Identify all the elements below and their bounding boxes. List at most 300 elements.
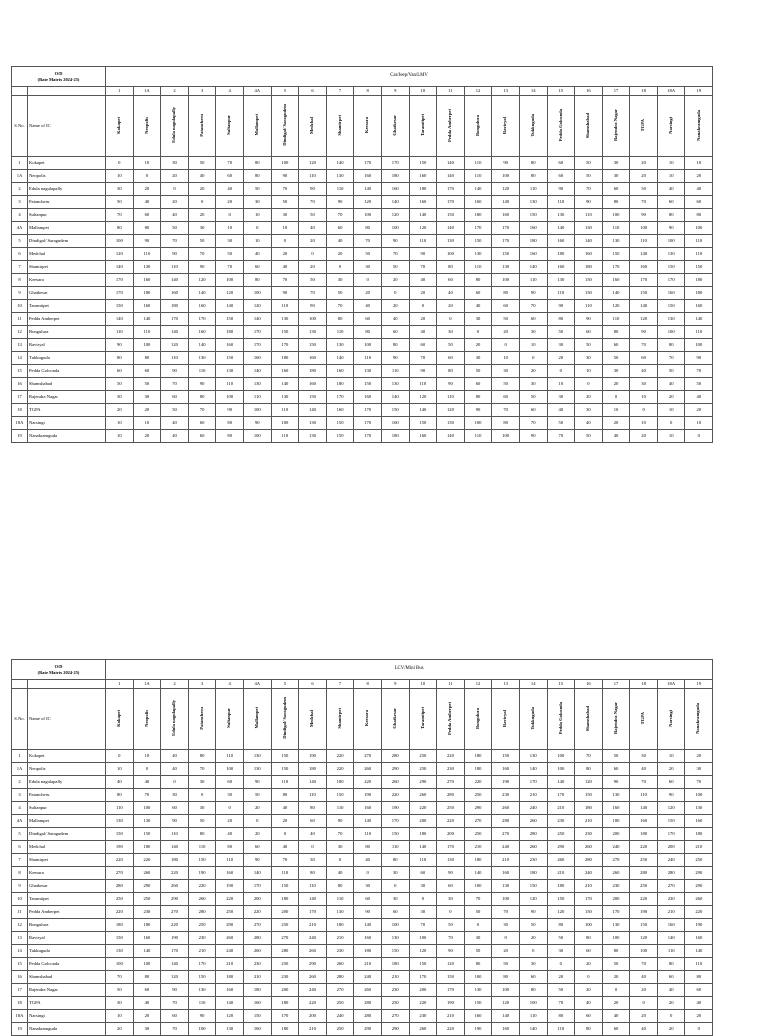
toll-rate-cell: 110 bbox=[299, 880, 327, 893]
toll-rate-cell: 40 bbox=[243, 248, 271, 261]
toll-rate-cell: 20 bbox=[409, 313, 437, 326]
toll-rate-cell: 150 bbox=[381, 404, 409, 417]
toll-rate-cell: 60 bbox=[326, 222, 354, 235]
toll-rate-cell: 160 bbox=[133, 300, 161, 313]
column-name-cell bbox=[326, 96, 354, 157]
toll-rate-cell: 60 bbox=[575, 1010, 603, 1023]
column-number-cell: 9 bbox=[381, 680, 409, 689]
table-row bbox=[12, 404, 713, 417]
toll-rate-cell: 180 bbox=[133, 287, 161, 300]
toll-rate-cell: 130 bbox=[437, 854, 465, 867]
toll-rate-cell: 160 bbox=[630, 815, 658, 828]
toll-rate-cell: 50 bbox=[161, 222, 189, 235]
row-ic-name: Narsingi bbox=[28, 417, 106, 430]
toll-rate-cell: 80 bbox=[106, 222, 134, 235]
toll-rate-cell: 160 bbox=[243, 997, 271, 1010]
toll-rate-cell: 30 bbox=[630, 750, 658, 763]
toll-rate-cell: 150 bbox=[437, 209, 465, 222]
toll-rate-cell: 150 bbox=[575, 789, 603, 802]
toll-rate-cell: 160 bbox=[685, 932, 713, 945]
toll-rate-cell: 130 bbox=[602, 235, 630, 248]
toll-rate-cell: 70 bbox=[133, 789, 161, 802]
toll-rate-cell: 50 bbox=[464, 945, 492, 958]
toll-rate-cell: 30 bbox=[409, 880, 437, 893]
toll-rate-cell: 180 bbox=[381, 958, 409, 971]
toll-rate-cell: 170 bbox=[575, 893, 603, 906]
table-row bbox=[12, 287, 713, 300]
toll-rate-cell: 0 bbox=[519, 945, 547, 958]
toll-rate-cell: 110 bbox=[354, 828, 382, 841]
table-title-row bbox=[12, 67, 713, 87]
toll-rate-cell: 50 bbox=[354, 248, 382, 261]
toll-rate-cell: 20 bbox=[685, 170, 713, 183]
toll-rate-cell: 120 bbox=[575, 776, 603, 789]
column-number-cell: 17 bbox=[602, 680, 630, 689]
toll-rate-cell: 70 bbox=[188, 404, 216, 417]
vehicle-category-title: Car/Jeep/Van/LMV bbox=[106, 67, 713, 87]
row-sno: 4 bbox=[12, 209, 28, 222]
row-sno: 13 bbox=[12, 339, 28, 352]
toll-rate-cell: 30 bbox=[492, 919, 520, 932]
toll-rate-cell: 250 bbox=[409, 750, 437, 763]
toll-rate-cell: 60 bbox=[492, 300, 520, 313]
row-ic-name: Shamshabad bbox=[28, 971, 106, 984]
toll-rate-cell: 160 bbox=[492, 1023, 520, 1036]
table-row bbox=[12, 391, 713, 404]
toll-rate-cell: 160 bbox=[354, 170, 382, 183]
toll-rate-cell: 160 bbox=[216, 339, 244, 352]
column-name-cell bbox=[299, 96, 327, 157]
toll-rate-cell: 120 bbox=[437, 404, 465, 417]
toll-rate-cell: 280 bbox=[630, 867, 658, 880]
toll-rate-cell: 100 bbox=[354, 339, 382, 352]
toll-rate-cell: 40 bbox=[685, 183, 713, 196]
toll-rate-cell: 250 bbox=[464, 828, 492, 841]
toll-rate-cell: 20 bbox=[492, 326, 520, 339]
toll-rate-cell: 30 bbox=[381, 893, 409, 906]
toll-rate-cell: 220 bbox=[299, 997, 327, 1010]
toll-rate-cell: 100 bbox=[188, 1023, 216, 1036]
toll-rate-cell: 260 bbox=[243, 945, 271, 958]
toll-rate-cell: 220 bbox=[685, 906, 713, 919]
toll-rate-cell: 40 bbox=[326, 235, 354, 248]
row-ic-name: Nanakramguda bbox=[28, 430, 106, 443]
toll-rate-cell: 80 bbox=[216, 841, 244, 854]
toll-rate-cell: 80 bbox=[685, 971, 713, 984]
toll-rate-cell: 220 bbox=[326, 763, 354, 776]
toll-rate-cell: 90 bbox=[602, 776, 630, 789]
toll-rate-cell: 230 bbox=[409, 1010, 437, 1023]
toll-rate-cell: 0 bbox=[133, 763, 161, 776]
toll-rate-cell: 50 bbox=[464, 365, 492, 378]
toll-rate-cell: 60 bbox=[188, 417, 216, 430]
toll-rate-cell: 150 bbox=[630, 919, 658, 932]
row-sno: 18A bbox=[12, 1010, 28, 1023]
toll-rate-cell: 270 bbox=[602, 854, 630, 867]
toll-rate-cell: 60 bbox=[133, 209, 161, 222]
toll-rate-cell: 210 bbox=[547, 802, 575, 815]
sno-header: S.No. bbox=[12, 96, 28, 157]
toll-rate-cell: 280 bbox=[243, 932, 271, 945]
row-sno: 18A bbox=[12, 417, 28, 430]
toll-rate-cell: 240 bbox=[299, 932, 327, 945]
row-ic-name: Dindigal/ Saragudem bbox=[28, 828, 106, 841]
toll-rate-cell: 10 bbox=[271, 222, 299, 235]
column-number-cell: 3 bbox=[188, 87, 216, 96]
toll-rate-cell: 20 bbox=[685, 750, 713, 763]
toll-rate-cell: 10 bbox=[657, 430, 685, 443]
row-ic-name: Medchal bbox=[28, 248, 106, 261]
toll-rate-cell: 220 bbox=[409, 997, 437, 1010]
toll-rate-cell: 0 bbox=[492, 932, 520, 945]
toll-rate-cell: 260 bbox=[188, 893, 216, 906]
toll-rate-cell: 70 bbox=[630, 958, 658, 971]
toll-rate-cell: 60 bbox=[519, 313, 547, 326]
column-name-cell bbox=[161, 689, 189, 750]
toll-rate-cell: 170 bbox=[437, 196, 465, 209]
column-name-cell bbox=[685, 96, 713, 157]
toll-rate-cell: 120 bbox=[216, 1010, 244, 1023]
toll-rate-cell: 40 bbox=[657, 183, 685, 196]
column-number-row bbox=[12, 87, 713, 96]
toll-rate-cell: 40 bbox=[133, 997, 161, 1010]
toll-rate-cell: 10 bbox=[106, 430, 134, 443]
toll-rate-cell: 120 bbox=[492, 997, 520, 1010]
toll-rate-cell: 200 bbox=[409, 984, 437, 997]
toll-rate-cell: 20 bbox=[188, 183, 216, 196]
toll-rate-cell: 140 bbox=[437, 170, 465, 183]
column-name-cell bbox=[464, 689, 492, 750]
toll-rate-cell: 110 bbox=[685, 326, 713, 339]
toll-rate-cell: 100 bbox=[602, 932, 630, 945]
toll-rate-cell: 10 bbox=[630, 417, 658, 430]
toll-rate-cell: 50 bbox=[519, 919, 547, 932]
toll-rate-cell: 0 bbox=[133, 170, 161, 183]
toll-rate-cell: 110 bbox=[326, 183, 354, 196]
toll-rate-cell: 60 bbox=[437, 880, 465, 893]
toll-rate-cell: 30 bbox=[630, 378, 658, 391]
toll-rate-cell: 120 bbox=[409, 222, 437, 235]
toll-rate-cell: 160 bbox=[354, 391, 382, 404]
toll-rate-cell: 100 bbox=[464, 971, 492, 984]
toll-rate-cell: 90 bbox=[409, 248, 437, 261]
toll-rate-cell: 40 bbox=[161, 750, 189, 763]
toll-rate-cell: 100 bbox=[464, 880, 492, 893]
toll-rate-cell: 220 bbox=[161, 867, 189, 880]
toll-rate-cell: 120 bbox=[492, 183, 520, 196]
toll-rate-cell: 220 bbox=[464, 776, 492, 789]
toll-rate-cell: 260 bbox=[547, 854, 575, 867]
toll-rate-cell: 140 bbox=[106, 261, 134, 274]
toll-rate-cell: 90 bbox=[492, 157, 520, 170]
toll-rate-cell: 40 bbox=[133, 776, 161, 789]
toll-rate-cell: 10 bbox=[106, 170, 134, 183]
toll-rate-cell: 130 bbox=[326, 906, 354, 919]
column-number-cell: 18 bbox=[630, 87, 658, 96]
column-name: Nanakramguda bbox=[695, 109, 701, 141]
toll-rate-cell: 120 bbox=[409, 945, 437, 958]
toll-rate-cell: 80 bbox=[326, 880, 354, 893]
toll-rate-cell: 110 bbox=[547, 1023, 575, 1036]
toll-rate-cell: 150 bbox=[381, 945, 409, 958]
column-number-cell: 8 bbox=[354, 87, 382, 96]
row-ic-name: TGPA bbox=[28, 997, 106, 1010]
table-row bbox=[12, 196, 713, 209]
row-sno: 4A bbox=[12, 222, 28, 235]
column-name: Shamirpet bbox=[336, 707, 342, 729]
column-name-cell bbox=[106, 689, 134, 750]
toll-rate-cell: 210 bbox=[299, 1023, 327, 1036]
od-label: O/D bbox=[54, 71, 63, 77]
toll-rate-cell: 70 bbox=[547, 997, 575, 1010]
row-sno: 12 bbox=[12, 919, 28, 932]
row-ic-name: Neopolis bbox=[28, 170, 106, 183]
table-row bbox=[12, 802, 713, 815]
toll-rate-cell: 160 bbox=[409, 196, 437, 209]
toll-rate-cell: 80 bbox=[188, 750, 216, 763]
toll-rate-cell: 130 bbox=[657, 248, 685, 261]
toll-rate-cell: 160 bbox=[685, 815, 713, 828]
toll-rate-cell: 240 bbox=[519, 802, 547, 815]
toll-rate-cell: 160 bbox=[188, 326, 216, 339]
column-name: Sultanpur bbox=[226, 115, 232, 136]
toll-rate-cell: 280 bbox=[437, 789, 465, 802]
toll-rate-cell: 100 bbox=[657, 235, 685, 248]
toll-rate-cell: 80 bbox=[299, 802, 327, 815]
toll-rate-cell: 150 bbox=[409, 958, 437, 971]
toll-rate-cell: 20 bbox=[575, 958, 603, 971]
toll-rate-cell: 250 bbox=[188, 919, 216, 932]
column-name: Medchal bbox=[309, 116, 315, 134]
table-row bbox=[12, 997, 713, 1010]
toll-rate-cell: 20 bbox=[299, 235, 327, 248]
toll-rate-cell: 80 bbox=[216, 417, 244, 430]
toll-rate-cell: 250 bbox=[326, 997, 354, 1010]
toll-rate-cell: 130 bbox=[575, 222, 603, 235]
toll-rate-cell: 60 bbox=[602, 183, 630, 196]
toll-rate-cell: 210 bbox=[547, 867, 575, 880]
toll-rate-cell: 250 bbox=[630, 854, 658, 867]
toll-rate-cell: 30 bbox=[492, 365, 520, 378]
toll-rate-cell: 170 bbox=[630, 274, 658, 287]
toll-rate-cell: 60 bbox=[243, 261, 271, 274]
toll-rate-cell: 130 bbox=[602, 919, 630, 932]
toll-rate-cell: 0 bbox=[106, 750, 134, 763]
toll-rate-cell: 30 bbox=[354, 261, 382, 274]
toll-rate-cell: 70 bbox=[161, 235, 189, 248]
row-sno: 19 bbox=[12, 430, 28, 443]
toll-rate-cell: 260 bbox=[685, 893, 713, 906]
toll-rate-cell: 180 bbox=[464, 750, 492, 763]
toll-rate-cell: 220 bbox=[630, 893, 658, 906]
toll-rate-cell: 20 bbox=[630, 984, 658, 997]
toll-rate-cell: 0 bbox=[437, 906, 465, 919]
toll-rate-cell: 50 bbox=[243, 789, 271, 802]
toll-rate-cell: 220 bbox=[354, 776, 382, 789]
toll-rate-cell: 160 bbox=[354, 932, 382, 945]
table-row bbox=[12, 274, 713, 287]
row-sno: 5 bbox=[12, 828, 28, 841]
toll-rate-cell: 290 bbox=[685, 880, 713, 893]
toll-rate-cell: 110 bbox=[161, 261, 189, 274]
toll-rate-cell: 70 bbox=[299, 196, 327, 209]
toll-rate-cell: 180 bbox=[685, 828, 713, 841]
toll-rate-cell: 20 bbox=[133, 404, 161, 417]
toll-rate-cell: 50 bbox=[547, 326, 575, 339]
row-ic-name: Kokapet bbox=[28, 750, 106, 763]
toll-rate-cell: 50 bbox=[575, 339, 603, 352]
toll-rate-cell: 200 bbox=[299, 1010, 327, 1023]
toll-rate-cell: 10 bbox=[657, 750, 685, 763]
toll-rate-cell: 170 bbox=[299, 906, 327, 919]
toll-rate-cell: 210 bbox=[575, 815, 603, 828]
column-name-cell bbox=[685, 689, 713, 750]
toll-rate-cell: 80 bbox=[464, 958, 492, 971]
toll-rate-cell: 170 bbox=[519, 776, 547, 789]
toll-rate-cell: 100 bbox=[630, 945, 658, 958]
column-name: TGPA bbox=[640, 711, 646, 725]
toll-rate-cell: 80 bbox=[188, 391, 216, 404]
toll-rate-cell: 130 bbox=[685, 802, 713, 815]
toll-rate-cell: 80 bbox=[464, 391, 492, 404]
toll-rate-cell: 50 bbox=[271, 196, 299, 209]
toll-rate-cell: 120 bbox=[409, 391, 437, 404]
toll-rate-cell: 230 bbox=[326, 945, 354, 958]
column-number-cell: 19 bbox=[685, 680, 713, 689]
table-row bbox=[12, 841, 713, 854]
toll-rate-cell: 180 bbox=[685, 287, 713, 300]
column-name-cell bbox=[437, 689, 465, 750]
toll-rate-cell: 260 bbox=[133, 867, 161, 880]
toll-rate-cell: 100 bbox=[685, 789, 713, 802]
column-name: Taramtipet bbox=[419, 707, 425, 730]
toll-rate-cell: 140 bbox=[161, 841, 189, 854]
toll-rate-cell: 180 bbox=[464, 763, 492, 776]
toll-rate-cell: 210 bbox=[326, 932, 354, 945]
toll-rate-cell: 110 bbox=[106, 802, 134, 815]
toll-rate-cell: 100 bbox=[575, 919, 603, 932]
toll-rate-cell: 0 bbox=[381, 880, 409, 893]
toll-rate-cell: 180 bbox=[299, 365, 327, 378]
column-name-cell bbox=[354, 689, 382, 750]
toll-rate-cell: 210 bbox=[492, 854, 520, 867]
row-sno: 11 bbox=[12, 313, 28, 326]
toll-rate-cell: 20 bbox=[602, 997, 630, 1010]
row-ic-name: Sultanpur bbox=[28, 802, 106, 815]
toll-rate-cell: 110 bbox=[188, 997, 216, 1010]
toll-rate-cell: 10 bbox=[133, 417, 161, 430]
column-name: Pedda Amberpet bbox=[447, 108, 453, 142]
toll-rate-cell: 190 bbox=[106, 841, 134, 854]
toll-rate-cell: 260 bbox=[216, 932, 244, 945]
column-name: Raviryal bbox=[502, 709, 508, 727]
toll-rate-cell: 140 bbox=[133, 945, 161, 958]
toll-rate-cell: 170 bbox=[243, 339, 271, 352]
toll-rate-cell: 80 bbox=[299, 867, 327, 880]
toll-rate-cell: 70 bbox=[299, 287, 327, 300]
toll-rate-cell: 160 bbox=[575, 248, 603, 261]
toll-rate-cell: 140 bbox=[243, 867, 271, 880]
toll-rate-cell: 90 bbox=[547, 183, 575, 196]
row-ic-name: Ghatkesar bbox=[28, 880, 106, 893]
toll-rate-cell: 150 bbox=[657, 261, 685, 274]
toll-rate-cell: 90 bbox=[685, 352, 713, 365]
toll-rate-cell: 230 bbox=[575, 828, 603, 841]
toll-rate-cell: 160 bbox=[492, 763, 520, 776]
toll-rate-cell: 60 bbox=[106, 365, 134, 378]
toll-rate-cell: 40 bbox=[409, 274, 437, 287]
toll-rate-cell: 250 bbox=[133, 893, 161, 906]
row-sno: 1 bbox=[12, 750, 28, 763]
column-name: Nanakramguda bbox=[695, 702, 701, 734]
toll-rate-cell: 170 bbox=[354, 430, 382, 443]
row-ic-name: Pedda Amberpet bbox=[28, 313, 106, 326]
column-name-cell bbox=[409, 96, 437, 157]
toll-rate-cell: 180 bbox=[630, 828, 658, 841]
toll-rate-cell: 100 bbox=[133, 802, 161, 815]
toll-rate-cell: 40 bbox=[133, 196, 161, 209]
toll-rate-cell: 210 bbox=[243, 971, 271, 984]
rate-matrix-label: (Rate Matrix 2024-25) bbox=[37, 669, 80, 675]
toll-rate-cell: 80 bbox=[106, 352, 134, 365]
column-number-cell: 13 bbox=[492, 680, 520, 689]
toll-rate-cell: 240 bbox=[326, 1010, 354, 1023]
toll-rate-cell: 150 bbox=[188, 854, 216, 867]
toll-rate-cell: 250 bbox=[630, 880, 658, 893]
toll-rate-cell: 110 bbox=[161, 352, 189, 365]
toll-rate-cell: 90 bbox=[657, 789, 685, 802]
toll-rate-cell: 60 bbox=[547, 170, 575, 183]
toll-rate-cell: 90 bbox=[409, 365, 437, 378]
toll-rate-cell: 220 bbox=[188, 880, 216, 893]
toll-rate-cell: 260 bbox=[519, 815, 547, 828]
toll-rate-cell: 210 bbox=[657, 906, 685, 919]
toll-rate-cell: 180 bbox=[271, 352, 299, 365]
toll-rate-cell: 20 bbox=[657, 1023, 685, 1036]
table-row bbox=[12, 326, 713, 339]
toll-rate-cell: 80 bbox=[354, 222, 382, 235]
table-row bbox=[12, 222, 713, 235]
toll-rate-cell: 30 bbox=[216, 235, 244, 248]
toll-rate-cell: 70 bbox=[409, 919, 437, 932]
toll-rate-cell: 40 bbox=[354, 300, 382, 313]
toll-rate-cell: 100 bbox=[243, 404, 271, 417]
toll-rate-cell: 90 bbox=[547, 300, 575, 313]
toll-rate-cell: 0 bbox=[657, 1010, 685, 1023]
table-row bbox=[12, 300, 713, 313]
toll-rate-cell: 50 bbox=[602, 750, 630, 763]
toll-rate-cell: 0 bbox=[519, 352, 547, 365]
toll-rate-cell: 140 bbox=[657, 932, 685, 945]
row-ic-name: Bongulura bbox=[28, 919, 106, 932]
toll-rate-cell: 50 bbox=[381, 261, 409, 274]
column-name: Dindigal/ Saragudem bbox=[281, 697, 287, 740]
toll-rate-cell: 130 bbox=[133, 815, 161, 828]
toll-rate-cell: 60 bbox=[409, 867, 437, 880]
column-name-cell bbox=[602, 96, 630, 157]
toll-rate-cell: 110 bbox=[630, 789, 658, 802]
toll-rate-cell: 290 bbox=[409, 776, 437, 789]
toll-rate-cell: 150 bbox=[381, 828, 409, 841]
toll-rate-cell: 100 bbox=[243, 287, 271, 300]
toll-rate-cell: 20 bbox=[602, 378, 630, 391]
toll-rate-cell: 160 bbox=[326, 365, 354, 378]
column-number-cell: 4A bbox=[243, 87, 271, 96]
table-row bbox=[12, 854, 713, 867]
toll-rate-cell: 280 bbox=[188, 906, 216, 919]
column-name: Patancheru bbox=[198, 113, 204, 137]
column-name: Pedda Golconda bbox=[557, 702, 563, 735]
